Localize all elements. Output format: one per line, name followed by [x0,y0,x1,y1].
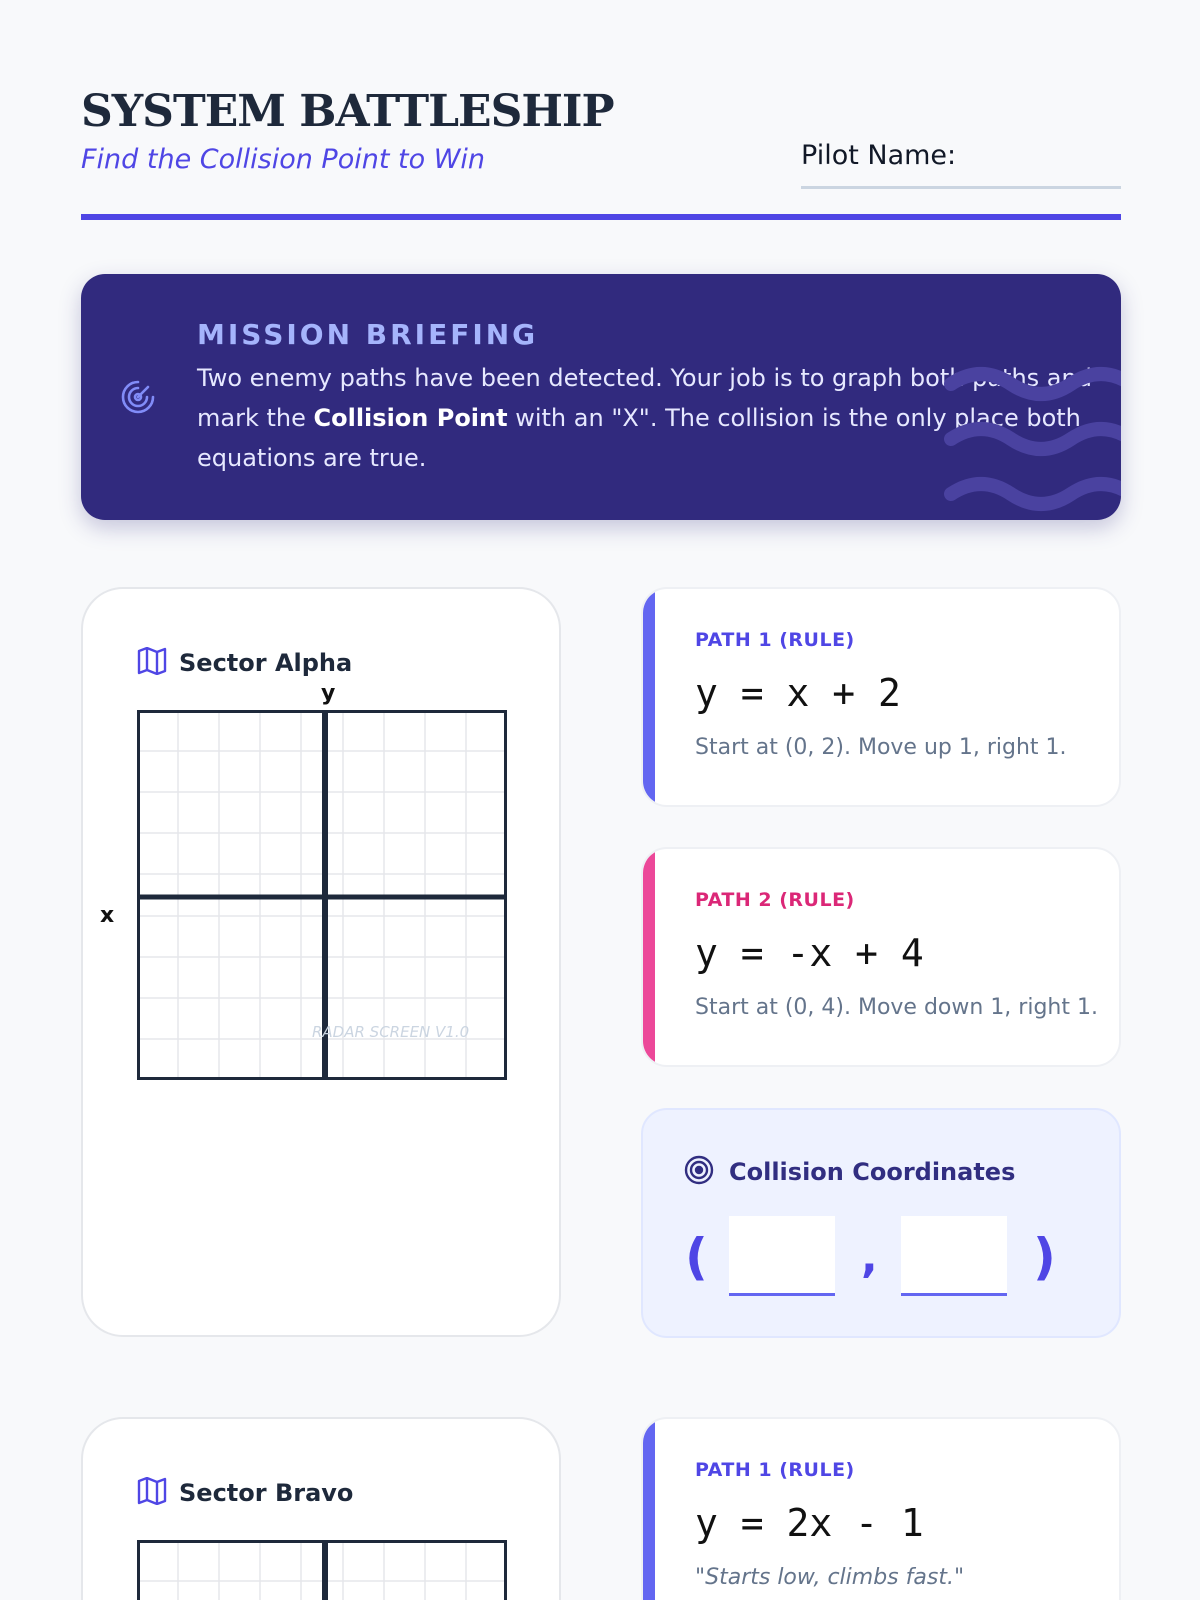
briefing-text-bold: Collision Point [313,404,508,432]
y-axis-label: y [321,681,336,706]
briefing-title: MISSION BRIEFING [197,318,539,351]
sector-bravo-header [137,1477,353,1509]
graph-grid[interactable] [137,710,507,1080]
path2-label: PATH 2 (RULE) [695,889,855,911]
radar-icon [119,378,157,420]
path2-card [641,847,1121,1067]
page-subtitle: Find the Collision Point to Win [81,144,485,175]
x-axis-label: x [100,903,115,928]
bravo-path1-equation: y = 2x - 1 [695,1501,924,1545]
path1-label: PATH 1 (RULE) [695,629,855,651]
wave-decoration [941,364,1121,520]
collision-x-input[interactable] [729,1216,835,1296]
header-divider [81,214,1121,220]
sector-alpha-title: Sector Alpha [179,649,353,677]
page-title: SYSTEM BATTLESHIP [81,86,614,137]
briefing-text-part: Two enemy paths have been detected. Your job is to graph both paths and mark the [197,364,1092,432]
path1-hint: Start at (0, 2). Move up 1, right 1. [695,735,1067,760]
bravo-path1-hint: "Starts low, climbs fast." [695,1565,965,1590]
sector-alpha-card [81,587,561,1337]
path2-stripe [643,849,655,1065]
map-icon [137,1477,167,1509]
sector-alpha-header [137,647,352,679]
collision-coordinates-card [641,1108,1121,1338]
target-icon [683,1154,715,1190]
path1-card [641,587,1121,807]
sector-bravo-title: Sector Bravo [179,1479,354,1507]
path1-equation: y = x + 2 [695,671,901,715]
close-paren: ) [1033,1228,1056,1286]
radar-watermark: RADAR SCREEN V1.0 [312,1023,470,1041]
path2-hint: Start at (0, 4). Move down 1, right 1. [695,995,1098,1020]
collision-header [683,1154,1015,1190]
mission-briefing [81,274,1121,520]
sector-bravo-card [81,1417,561,1600]
bravo-path1-stripe [643,1419,655,1600]
page-header [81,86,1121,220]
bravo-path1-card [641,1417,1121,1600]
coordinate-comma: , [861,1232,878,1283]
graph-grid[interactable] [137,1540,507,1600]
open-paren: ( [685,1228,708,1286]
path1-stripe [643,589,655,805]
pilot-name-label: Pilot Name: [801,140,957,171]
collision-y-input[interactable] [901,1216,1007,1296]
map-icon [137,647,167,679]
pilot-name-line[interactable] [801,186,1121,189]
pilot-name-field[interactable] [801,138,1121,189]
path2-equation: y = -x + 4 [695,931,924,975]
collision-title: Collision Coordinates [729,1158,1016,1186]
briefing-text-part: with an "X". The collision is the only place both equations are true. [197,404,1081,472]
bravo-path1-label: PATH 1 (RULE) [695,1459,855,1481]
